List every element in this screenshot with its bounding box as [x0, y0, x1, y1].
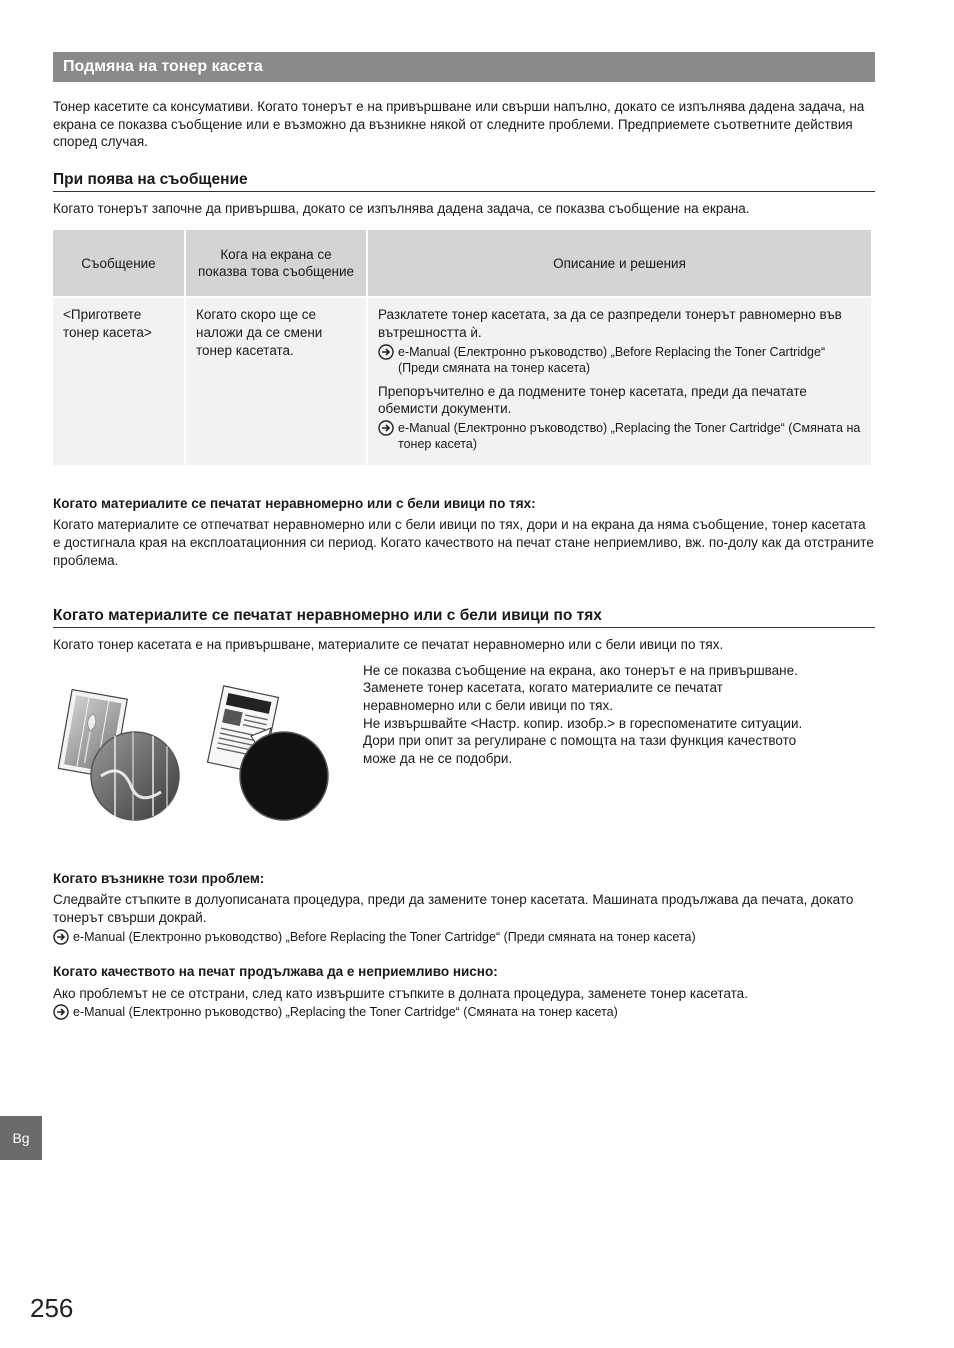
problem-occurs-heading: Когато възникне този проблем:: [53, 870, 265, 886]
manual-reference-3-text: e-Manual (Електронно ръководство) „Before Replacing the Toner Cartridge“ (Преди смяната на тонер касета): [73, 929, 696, 944]
manual-reference-2[interactable]: [378, 420, 861, 453]
quality-low-heading: Когато качеството на печат продължава да е неприемливо нисно:: [53, 964, 498, 979]
uneven-print-heading: Когато материалите се печатат неравномерно или с бели ивици по тях:: [53, 495, 536, 511]
manual-reference-2-text: e-Manual (Електронно ръководство) „Replacing the Toner Cartridge“ (Смяната на тонер касета): [398, 420, 861, 452]
message-table: [51, 230, 873, 464]
intro-paragraph: Тонер касетите са консумативи. Когато тонерът е на привършване или свърши напълно, докато се изпълнява дадена задача, на екрана се показва съобщение или е възможно да възникне някой от следните проблеми. Предприемете съответните действия според случая.: [53, 99, 865, 150]
manual-reference-4-text: e-Manual (Електронно ръководство) „Replacing the Toner Cartridge“ (Смяната на тонер касета): [73, 1005, 618, 1020]
side-text-1: Не се показва съобщение на екрана, ако тонерът е на привършване. Заменете тонер касетата, когато материалите се печатат неравномерно или с бели ивици по тях.: [363, 662, 798, 713]
table-row: [53, 298, 871, 464]
illustration-row: [53, 662, 875, 842]
illustration-side-text: [363, 662, 803, 768]
manual-reference-3[interactable]: [53, 929, 875, 946]
faded-print-illustration: [53, 684, 343, 844]
arrow-circle-icon: [378, 344, 394, 377]
manual-reference-4[interactable]: [53, 1004, 875, 1021]
subheading-message-text: Когато тонерът започне да привършва, докато се изпълнява дадена задача, се показва съобщение на екрана.: [53, 200, 750, 216]
table-header-message: Съобщение: [53, 230, 184, 298]
table-cell-description: [368, 298, 871, 464]
page-content: [53, 52, 875, 1027]
subheading-uneven-print-text: Когато тонер касетата е на привършване, материалите се печатат неравномерно или с бели ивици по тях.: [53, 637, 724, 653]
table-header-when: Кога на екрана се показва това съобщение: [186, 230, 366, 298]
language-tab: Bg: [0, 1116, 42, 1160]
uneven-print-text: Когато материалите се отпечатват неравномерно или с бели ивици по тях, дори и на екрана да няма съобщение, тонер касетата е достигнала края на експлоатационния си период. Когато качеството на печат стане неприемливо, вж. по-долу как да отстраните проблема.: [53, 517, 874, 568]
manual-reference-1[interactable]: [378, 344, 861, 377]
subheading-uneven-print: Когато материалите се печатат неравномерно или с бели ивици по тях: [53, 607, 875, 628]
page-number: 256: [30, 1293, 74, 1323]
section-title: Подмяна на тонер касета: [53, 52, 875, 82]
description-text-2: Препоръчително е да подмените тонер касетата, преди да печатате обемисти документи.: [378, 383, 807, 417]
table-header-description: Описание и решения: [368, 230, 871, 298]
description-text-1: Разклатете тонер касетата, за да се разпредели тонерът равномерно във вътрешността ѝ.: [378, 307, 842, 340]
arrow-circle-icon: [53, 929, 69, 946]
table-cell-when: Когато скоро ще се наложи да се смени тонер касетата.: [186, 298, 366, 464]
arrow-circle-icon: [53, 1004, 69, 1021]
quality-low-text: Ако проблемът не се отстрани, след като извършите стъпките в долната процедура, заменете тонер касетата.: [53, 985, 748, 1001]
side-text-2: Не извършвайте <Настр. копир. изобр.> в гореспоменатите ситуации. Дори при опит за регулиране с помощта на тази функция качеството може да не се подобри.: [363, 715, 803, 766]
manual-reference-1-text: e-Manual (Електронно ръководство) „Before Replacing the Toner Cartridge“ (Преди смяната на тонер касета): [398, 344, 826, 376]
table-cell-message: <Пригответе тонер касета>: [53, 298, 184, 464]
subheading-message: При поява на съобщение: [53, 171, 875, 192]
arrow-circle-icon: [378, 420, 394, 453]
problem-occurs-text: Следвайте стъпките в долуописаната процедура, преди да замените тонер касетата. Машината продължава да печата, докато тонерът свърши докрай.: [53, 892, 854, 925]
